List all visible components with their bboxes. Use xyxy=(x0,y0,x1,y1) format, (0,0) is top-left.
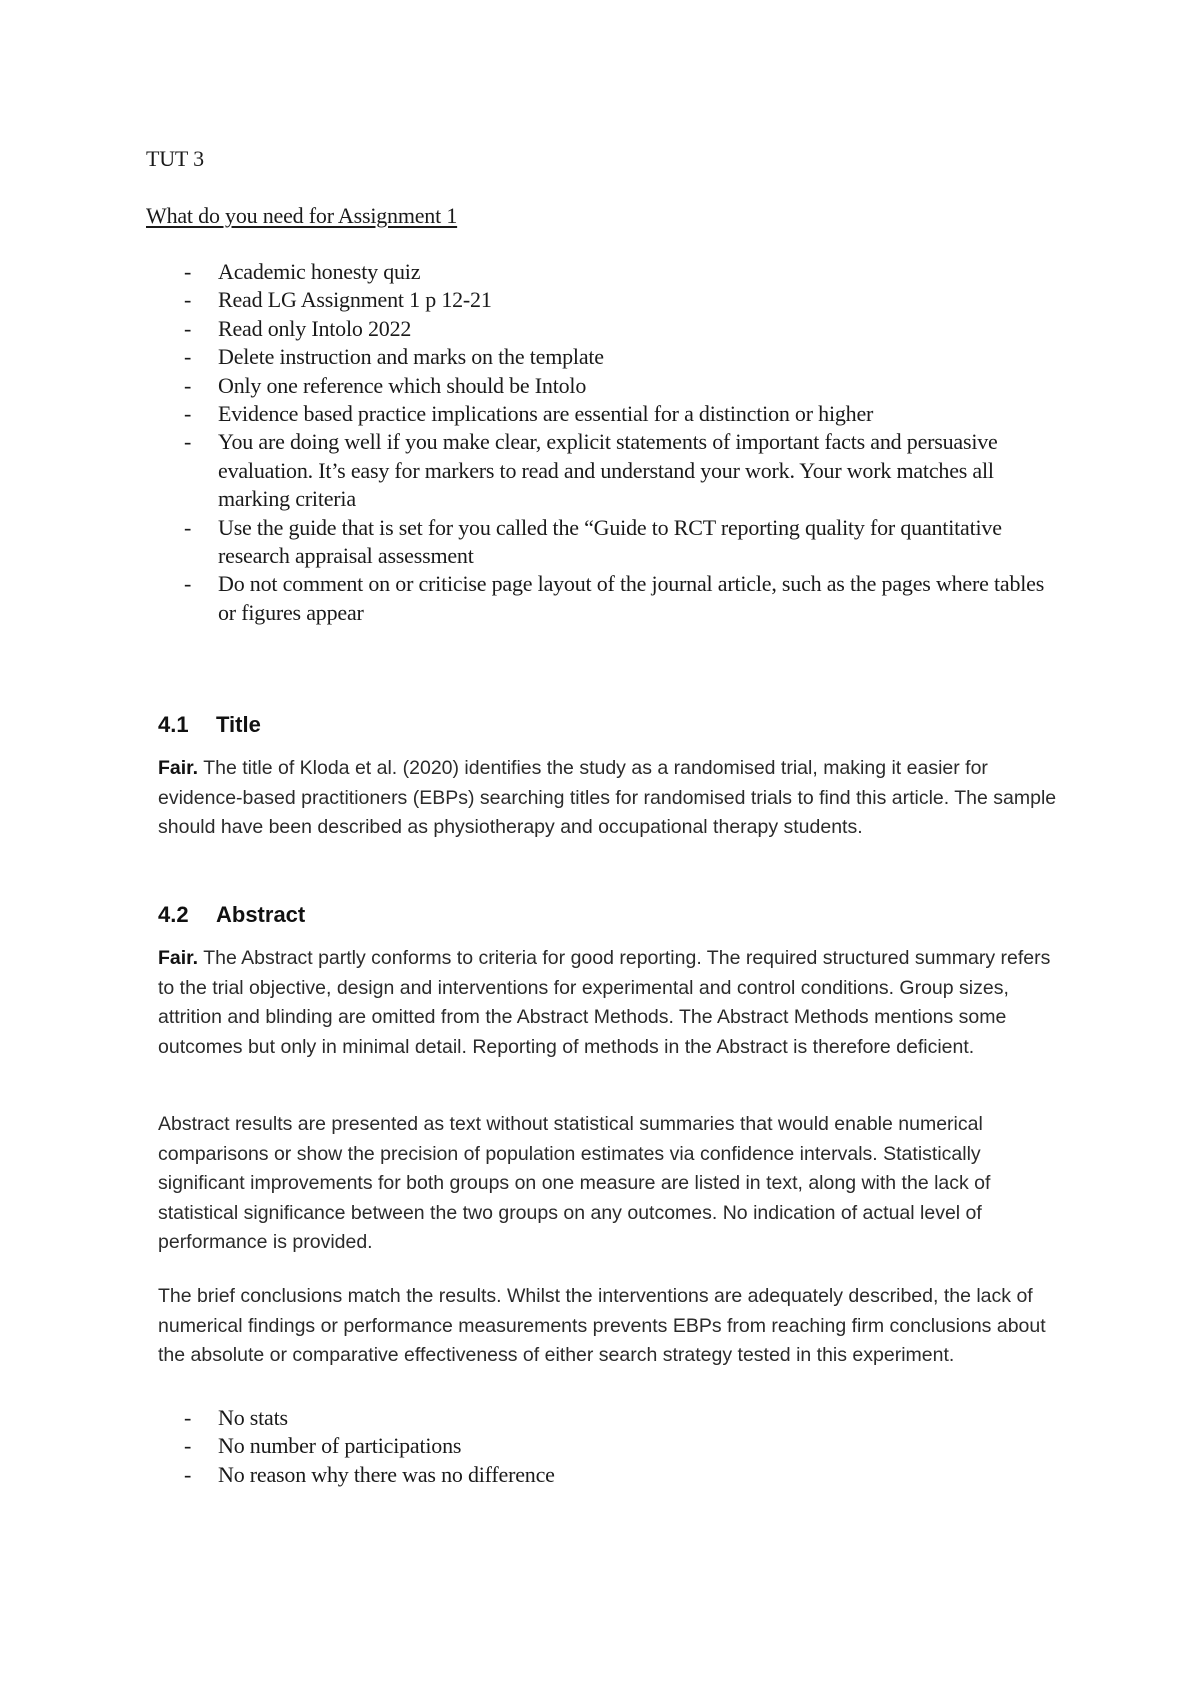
section-heading-text: Title xyxy=(216,712,261,737)
section-abstract-body-3 xyxy=(158,1282,1058,1371)
list-item: - No reason why there was no difference xyxy=(146,1461,1046,1489)
section-paragraph: Abstract results are presented as text without statistical summaries that would enable numerical comparisons or show the precision of population estimates via confidence intervals. Statistically significant improvements for both groups on one measure are listed in text, along with the lack of statistical significance between the two groups on any outcomes. No indication of actual level of performance is provided. xyxy=(158,1113,991,1254)
section-heading xyxy=(158,712,1058,738)
list-item: - You are doing well if you make clear, explicit statements of important facts and persuasive evaluation. It’s easy for markers to read and understand your work. Your work matches all marking criteria xyxy=(146,428,1046,513)
page-title: TUT 3 xyxy=(146,146,204,171)
assignment-checklist xyxy=(146,258,1046,627)
section-number: 4.2 xyxy=(158,902,189,927)
section-abstract xyxy=(158,902,1058,928)
section-abstract-body-2 xyxy=(158,1110,1058,1258)
section-paragraph: The brief conclusions match the results. Whilst the interventions are adequately described, the lack of numerical findings or performance measurements prevents EBPs from reaching firm conclusions about the absolute or comparative effectiveness of either search strategy tested in this experiment. xyxy=(158,1285,1046,1367)
rating-label: Fair. xyxy=(158,757,199,779)
list-item: - Academic honesty quiz xyxy=(146,258,1046,286)
list-item: - No number of participations xyxy=(146,1432,1046,1460)
paragraph-text: The Abstract partly conforms to criteria for good reporting. The required structured summary refers to the trial objective, design and interventions for experimental and control conditions. Group sizes, attrition and blinding are omitted from the Abstract Methods. The Abstract Methods mentions some outcomes but only in minimal detail. Reporting of methods in the Abstract is therefore deficient. xyxy=(158,947,1051,1058)
list-item: - Do not comment on or criticise page layout of the journal article, such as the pages where tables or figures appear xyxy=(146,570,1046,627)
section-title xyxy=(158,712,1058,738)
paragraph-text: The title of Kloda et al. (2020) identifies the study as a randomised trial, making it easier for evidence-based practitioners (EBPs) searching titles for randomised trials to find this article. The sample should have been described as physiotherapy and occupational therapy students. xyxy=(158,757,1057,839)
list-item: - No stats xyxy=(146,1404,1046,1432)
list-item: - Only one reference which should be Intolo xyxy=(146,372,1046,400)
section-number: 4.1 xyxy=(158,712,189,737)
list-item: - Read LG Assignment 1 p 12-21 xyxy=(146,286,1046,314)
rating-label: Fair. xyxy=(158,947,199,969)
section-abstract-body-1 xyxy=(158,944,1058,1062)
list-item: - Read only Intolo 2022 xyxy=(146,315,1046,343)
list-item: - Delete instruction and marks on the template xyxy=(146,343,1046,371)
list-item: - Evidence based practice implications are essential for a distinction or higher xyxy=(146,400,1046,428)
assignment-subheading: What do you need for Assignment 1 xyxy=(146,203,458,228)
section-paragraph xyxy=(158,944,1058,1062)
list-item: - Use the guide that is set for you called the “Guide to RCT reporting quality for quantitative research appraisal assessment xyxy=(146,514,1046,571)
section-paragraph xyxy=(158,754,1058,843)
section-heading xyxy=(158,902,1058,928)
section-title-body xyxy=(158,754,1058,843)
notes-list xyxy=(146,1404,1046,1489)
section-heading-text: Abstract xyxy=(216,902,306,927)
